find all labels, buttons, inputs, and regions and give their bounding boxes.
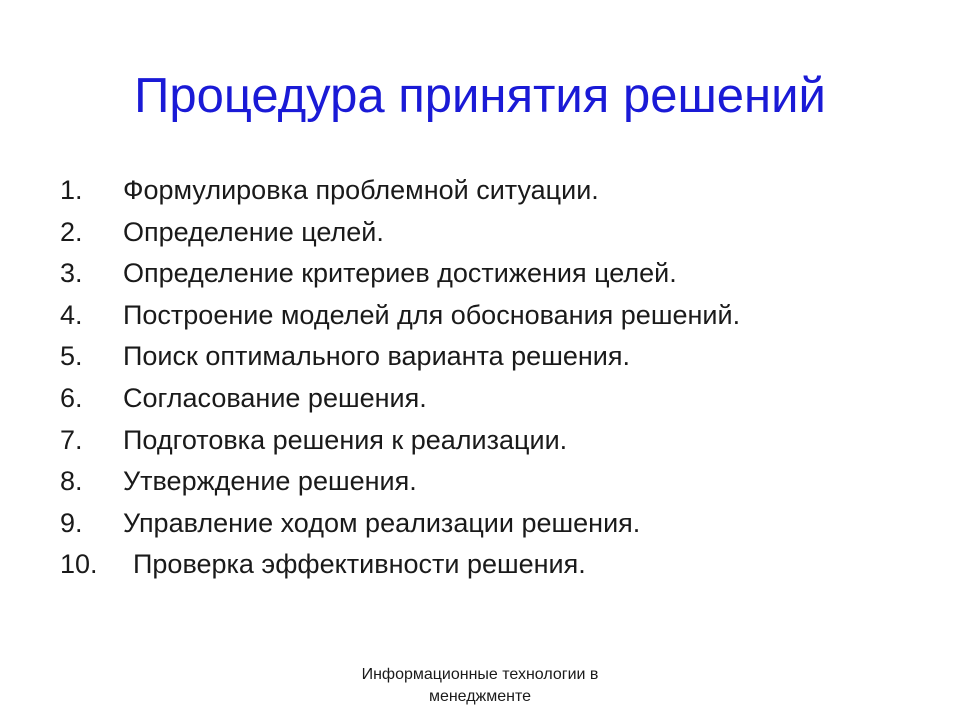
step-text: Утверждение решения. [123,466,417,497]
list-item [60,253,940,295]
step-text: Построение моделей для обоснования решений. [123,299,741,330]
step-number: 7. [60,424,83,455]
list-item [60,503,940,545]
list-item [60,170,940,212]
step-text: Формулировка проблемной ситуации. [123,175,599,205]
list-item [60,378,940,420]
step-text: Определение критериев достижения целей. [123,258,677,289]
step-number: 8. [60,466,83,497]
step-text: Определение целей. [123,216,384,247]
step-text: Управление ходом реализации решения. [123,507,641,538]
list-item [60,336,940,378]
step-number: 10. [60,549,98,580]
footer-line: менеджменте [428,688,532,705]
steps-list [60,170,940,586]
step-number: 5. [60,341,83,372]
step-text: Проверка эффективности решения. [133,549,586,580]
step-text: Подготовка решения к реализации. [123,424,568,455]
step-number: 9. [60,507,83,538]
slide-title: Процедура принятия решений [134,69,826,123]
slide-footer [300,664,660,708]
list-item [60,544,940,586]
step-number: 2. [60,216,83,247]
step-text: Согласование решения. [123,382,427,413]
step-number: 3. [60,258,83,289]
step-number: 1. [60,175,83,205]
footer-line: Информационные технологии в [361,666,599,683]
list-item [60,295,940,337]
step-number: 6. [60,382,83,413]
list-item [60,461,940,503]
step-text: Поиск оптимального варианта решения. [123,341,630,372]
list-item [60,420,940,462]
step-number: 4. [60,299,83,330]
list-item [60,212,940,254]
